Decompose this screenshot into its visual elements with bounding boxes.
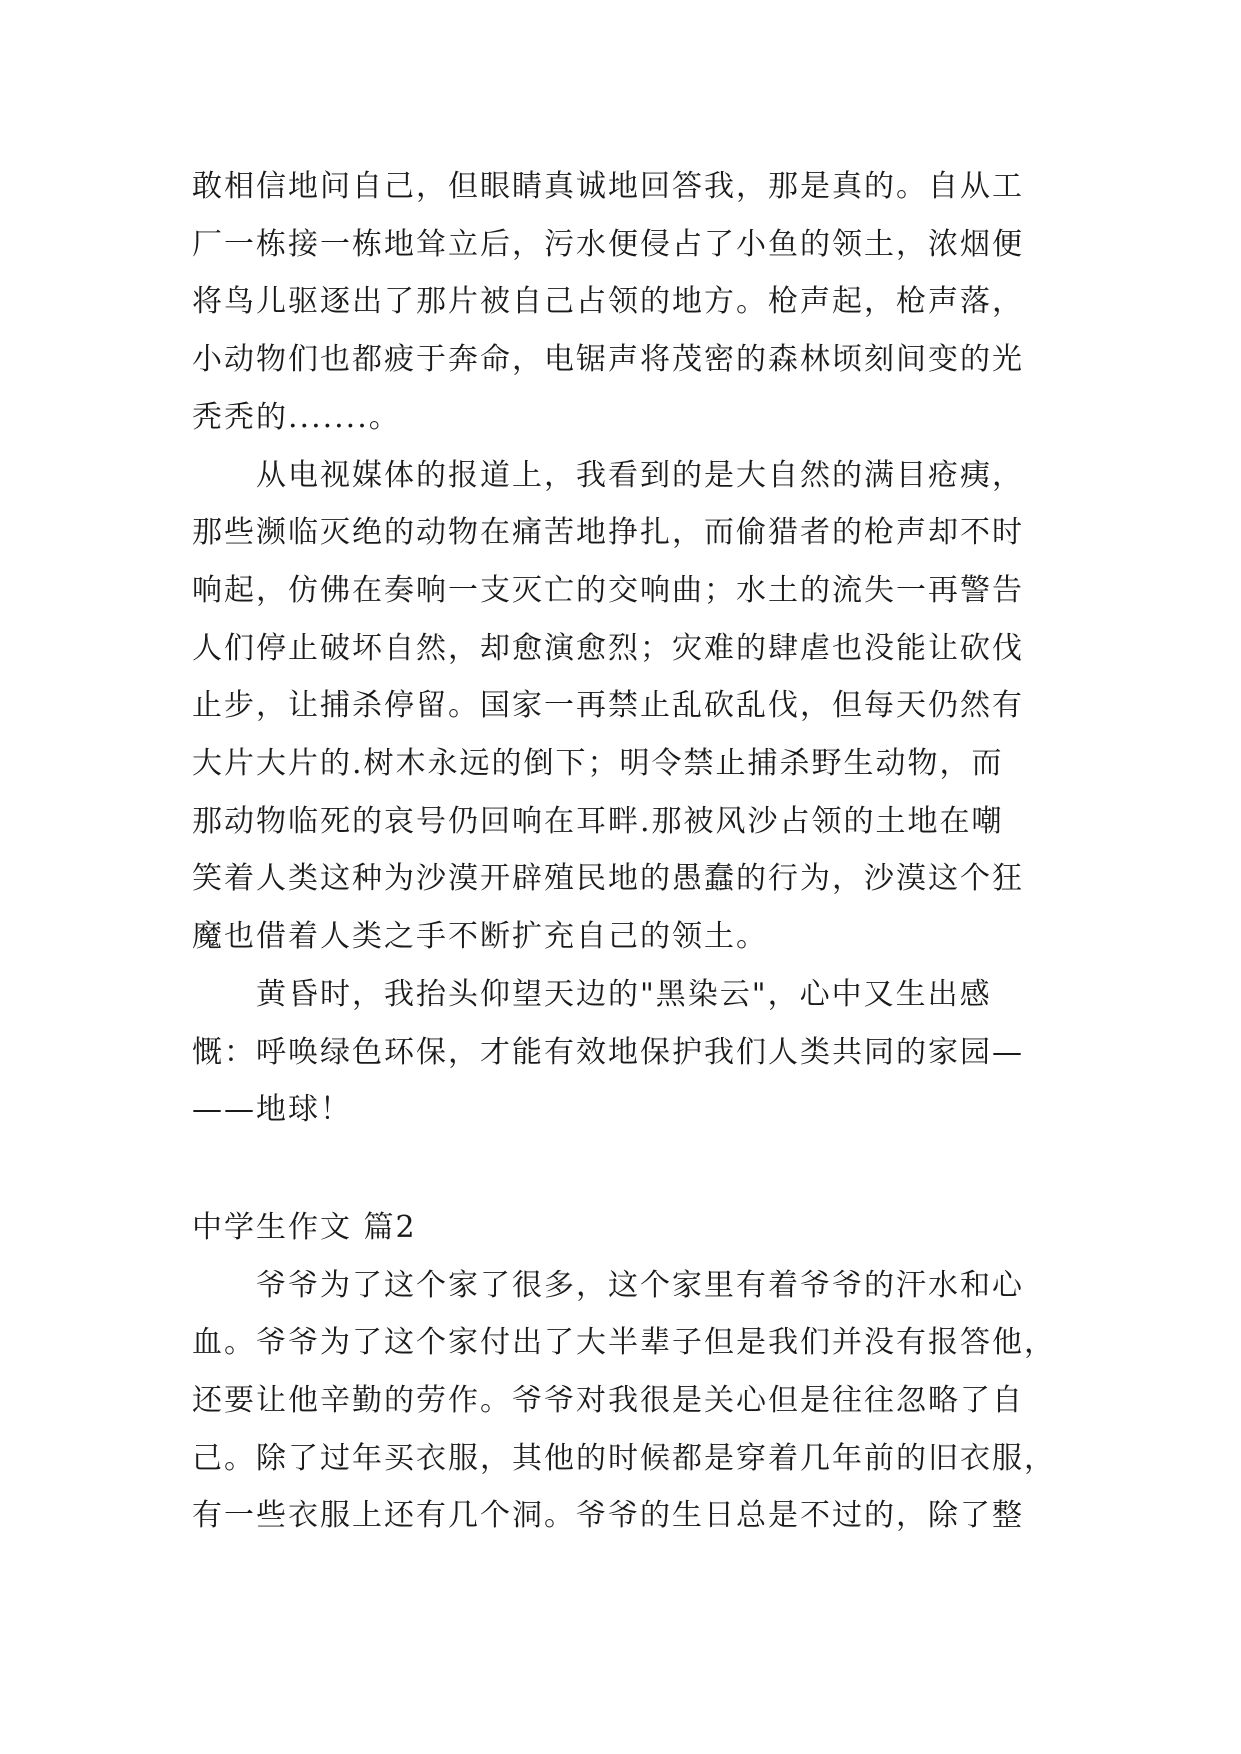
text-line: 响起，仿佛在奏响一支灭亡的交响曲；水土的流失一再警告 bbox=[192, 572, 1024, 608]
text-line: 己。除了过年买衣服，其他的时候都是穿着几年前的旧衣服， bbox=[192, 1440, 1056, 1476]
text-line: 秃秃的.......。 bbox=[192, 399, 401, 435]
text-line: 大片大片的.树木永远的倒下；明令禁止捕杀野生动物，而 bbox=[192, 746, 1004, 782]
text-line: 止步，让捕杀停留。国家一再禁止乱砍乱伐，但每天仍然有 bbox=[192, 688, 1024, 724]
section-spacer bbox=[192, 1139, 1052, 1199]
text-line: 黄昏时，我抬头仰望天边的"黑染云"，心中又生出感 bbox=[192, 976, 992, 1012]
essay-section-1 bbox=[192, 158, 1052, 1139]
text-line: 爷爷为了这个家了很多，这个家里有着爷爷的汗水和心 bbox=[192, 1267, 1024, 1303]
text-line: 慨：呼唤绿色环保，才能有效地保护我们人类共同的家园— bbox=[192, 1034, 1024, 1070]
paragraph-4 bbox=[192, 1257, 1056, 1546]
text-line: 那些濒临灭绝的动物在痛苦地挣扎，而偷猎者的枪声却不时 bbox=[192, 515, 1024, 551]
text-line: 那动物临死的哀号仍回响在耳畔.那被风沙占领的土地在嘲 bbox=[192, 803, 1004, 839]
text-line: 小动物们也都疲于奔命，电锯声将茂密的森林顷刻间变的光 bbox=[192, 342, 1024, 378]
text-line: 有一些衣服上还有几个洞。爷爷的生日总是不过的，除了整 bbox=[192, 1498, 1024, 1534]
text-line: 人们停止破坏自然，却愈演愈烈；灾难的肆虐也没能让砍伐 bbox=[192, 630, 1024, 666]
paragraph-3 bbox=[192, 966, 1052, 1139]
text-line: 魔也借着人类之手不断扩充自己的领土。 bbox=[192, 919, 768, 955]
document-body bbox=[192, 158, 1056, 1545]
text-line: 笑着人类这种为沙漠开辟殖民地的愚蠢的行为，沙漠这个狂 bbox=[192, 861, 1024, 897]
text-line: 从电视媒体的报道上，我看到的是大自然的满目疮痍， bbox=[192, 457, 1024, 493]
text-line: 将鸟儿驱逐出了那片被自己占领的地方。枪声起，枪声落， bbox=[192, 284, 1024, 320]
text-line: 厂一栋接一栋地耸立后，污水便侵占了小鱼的领土，浓烟便 bbox=[192, 226, 1024, 262]
section-title: 中学生作文 篇2 bbox=[192, 1209, 417, 1245]
text-line: 敢相信地问自己，但眼睛真诚地回答我，那是真的。自从工 bbox=[192, 169, 1024, 204]
paragraph-2 bbox=[192, 447, 1052, 966]
text-line: 还要让他辛勤的劳作。爷爷对我很是关心但是往往忽略了自 bbox=[192, 1383, 1024, 1419]
essay-section-2 bbox=[192, 1199, 1056, 1545]
paragraph-1 bbox=[192, 158, 1052, 447]
text-line: 血。爷爷为了这个家付出了大半辈子但是我们并没有报答他， bbox=[192, 1325, 1056, 1361]
text-line: ——地球！ bbox=[192, 1092, 352, 1128]
